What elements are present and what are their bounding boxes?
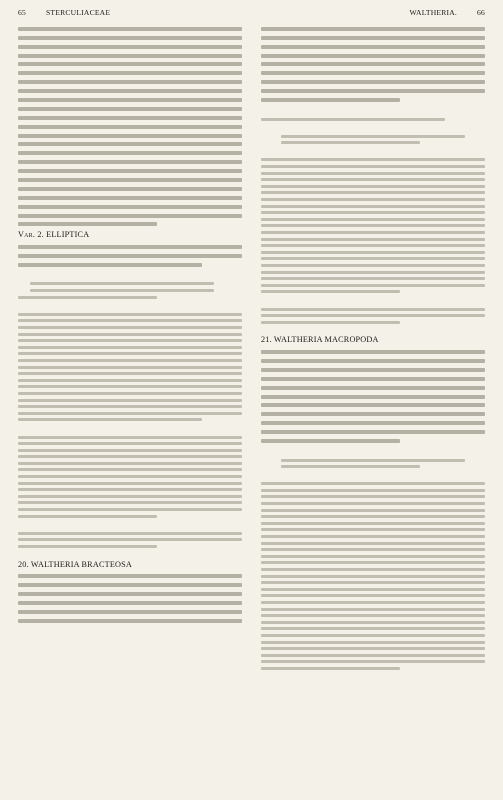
description-line [261, 205, 485, 208]
text-line [18, 263, 202, 267]
text-line [18, 574, 242, 578]
description-line [261, 257, 485, 260]
description-line [261, 244, 485, 247]
description-line [261, 489, 485, 492]
note-line [18, 508, 242, 511]
text-line [261, 421, 485, 425]
text-line [18, 592, 242, 596]
text-line [261, 36, 485, 40]
description-line [261, 627, 485, 630]
synonym-line [30, 289, 214, 292]
description-line [261, 495, 485, 498]
spacer [261, 448, 485, 455]
description-line [261, 555, 485, 558]
description-line [261, 224, 485, 227]
citation-line [18, 405, 242, 408]
text-line [18, 116, 242, 120]
family-title: STERCULIACEAE [46, 7, 111, 17]
spacer [261, 124, 485, 131]
spacer [261, 297, 485, 304]
text-line [18, 151, 242, 155]
description-line [261, 594, 485, 597]
text-line [18, 107, 242, 111]
description-line [261, 542, 485, 545]
text-line [261, 98, 400, 102]
description-line [261, 522, 485, 525]
description-line [261, 218, 485, 221]
description-line [261, 198, 485, 201]
spacer [18, 552, 242, 559]
note-line [18, 482, 242, 485]
species-heading: 20. WALTHERIA BRACTEOSA [18, 560, 133, 569]
text-line [18, 254, 242, 258]
habitat-line [261, 308, 485, 311]
note-line [18, 501, 242, 504]
description-line [261, 191, 485, 194]
spacer [18, 302, 242, 309]
text-line [18, 142, 242, 146]
synonym-line [281, 459, 465, 462]
description-line [261, 634, 485, 637]
description-line [261, 641, 485, 644]
text-line [261, 359, 485, 363]
text-line [18, 62, 242, 66]
habitat-line [261, 321, 400, 324]
text-line [18, 196, 242, 200]
description-line [261, 535, 485, 538]
species-heading: 21. WALTHERIA MACROPODA [261, 336, 379, 345]
description-line [261, 158, 485, 161]
description-line [261, 601, 485, 604]
text-line [18, 36, 242, 40]
spacer [18, 521, 242, 528]
text-line [18, 125, 242, 129]
note-line [18, 495, 242, 498]
description-line [261, 211, 485, 214]
text-line [18, 245, 242, 249]
citation-line [18, 359, 242, 362]
description-line [261, 654, 485, 657]
text-line [261, 386, 485, 390]
text-line [18, 98, 242, 102]
note-line [18, 515, 157, 518]
text-line [18, 583, 242, 587]
citation-line [18, 333, 242, 336]
synonym-line [18, 296, 157, 299]
text-line [18, 80, 242, 84]
citation-line [18, 352, 242, 355]
description-line [261, 502, 485, 505]
citation-line [18, 372, 242, 375]
description-line [261, 185, 485, 188]
text-line [261, 368, 485, 372]
note-line [18, 449, 242, 452]
description-line [261, 575, 485, 578]
text-line [18, 178, 242, 182]
spacer [261, 472, 485, 479]
description-line [261, 271, 485, 274]
right-text-column [261, 22, 485, 674]
text-line [261, 45, 485, 49]
section-note-line [18, 545, 157, 548]
citation-line [18, 346, 242, 349]
description-line [261, 548, 485, 551]
citation-line [18, 379, 242, 382]
note-line [18, 475, 242, 478]
running-head [18, 6, 485, 18]
text-line [261, 350, 485, 354]
description-line [261, 528, 485, 531]
left-text-column [18, 22, 242, 628]
habitat-line [261, 314, 485, 317]
text-line [261, 62, 485, 66]
citation-line [18, 366, 242, 369]
spacer [261, 148, 485, 155]
description-line [261, 165, 485, 168]
synonym-line [281, 141, 420, 144]
description-line [261, 568, 485, 571]
description-line [261, 178, 485, 181]
text-line [18, 160, 242, 164]
spacer [18, 425, 242, 432]
citation-line [18, 319, 242, 322]
note-line [18, 468, 242, 471]
text-line [261, 377, 485, 381]
text-line [18, 45, 242, 49]
citation-line [18, 313, 242, 316]
note-line [18, 436, 242, 439]
left-page-number: 65 [18, 7, 26, 17]
text-line [261, 54, 485, 58]
citation-line [18, 339, 242, 342]
note-line [18, 455, 242, 458]
description-line [261, 660, 485, 663]
text-line [261, 71, 485, 75]
description-line [261, 238, 485, 241]
note-line [18, 442, 242, 445]
text-line [18, 187, 242, 191]
text-line [261, 439, 400, 443]
text-line [18, 205, 242, 209]
description-line [261, 647, 485, 650]
note-line [18, 462, 242, 465]
section-note-line [18, 538, 242, 541]
genus-title: WALTHERIA. [409, 7, 457, 17]
description-line [261, 608, 485, 611]
description-line [261, 290, 400, 293]
citation-line [18, 326, 242, 329]
running-head-titles [26, 8, 477, 17]
right-page-number: 66 [477, 7, 485, 17]
text-line [261, 80, 485, 84]
text-line [261, 430, 485, 434]
text-line [261, 412, 485, 416]
description-line [261, 561, 485, 564]
text-line [18, 134, 242, 138]
spacer [261, 107, 485, 114]
variety-heading: Var. 2. ELLIPTICA [18, 231, 90, 240]
text-line [261, 27, 485, 31]
text-line [18, 71, 242, 75]
spacer [18, 272, 242, 279]
text-line [18, 169, 242, 173]
citation-line [18, 412, 242, 415]
description-line [261, 231, 485, 234]
synonym-line [30, 282, 214, 285]
synonym-line [281, 465, 420, 468]
spacer [261, 327, 485, 334]
citation-line [18, 418, 202, 421]
text-line [18, 27, 242, 31]
description-line [261, 284, 485, 287]
section-note-line [18, 532, 242, 535]
text-line [261, 403, 485, 407]
text-line [261, 395, 485, 399]
description-line [261, 667, 400, 670]
note-line [18, 488, 242, 491]
text-line [18, 610, 242, 614]
citation-line [18, 392, 242, 395]
tabula-line [261, 118, 445, 121]
description-line [261, 172, 485, 175]
description-line [261, 251, 485, 254]
description-line [261, 264, 485, 267]
text-line [261, 89, 485, 93]
citation-line [18, 385, 242, 388]
description-line [261, 277, 485, 280]
description-line [261, 621, 485, 624]
description-line [261, 515, 485, 518]
description-line [261, 614, 485, 617]
text-line [18, 619, 242, 623]
description-line [261, 588, 485, 591]
description-line [261, 482, 485, 485]
text-line [18, 601, 242, 605]
text-line [18, 89, 242, 93]
description-line [261, 581, 485, 584]
text-line [18, 222, 157, 226]
text-line [18, 54, 242, 58]
citation-line [18, 399, 242, 402]
text-line [18, 214, 242, 218]
synonym-line [281, 135, 465, 138]
description-line [261, 509, 485, 512]
